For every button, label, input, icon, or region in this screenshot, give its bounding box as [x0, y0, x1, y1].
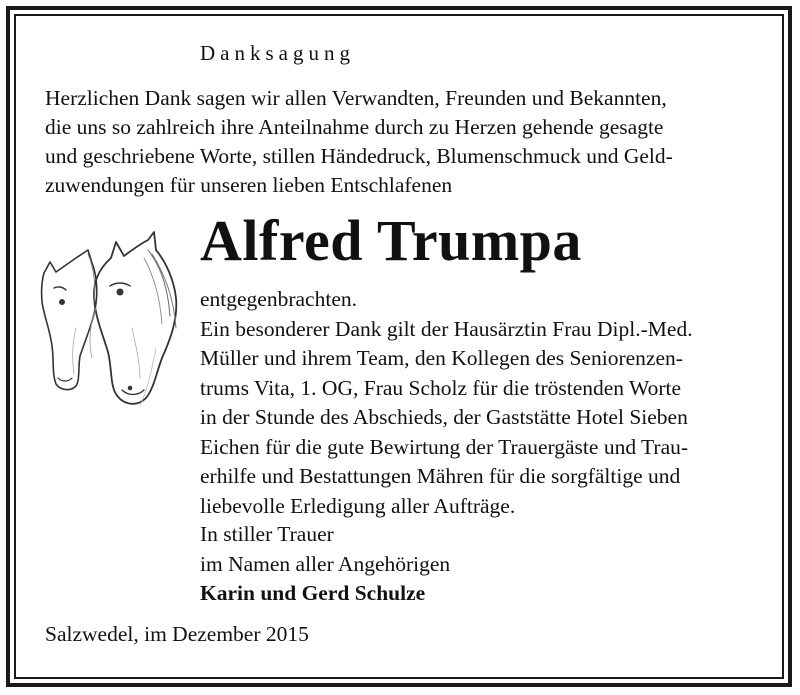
body-line: in der Stunde des Abschieds, der Gaststätte Hotel Sieben	[200, 405, 688, 429]
notice-heading: Danksagung	[200, 41, 355, 65]
body-line: entgegenbrachten.	[200, 287, 357, 311]
signatory-names: Karin und Gerd Schulze	[200, 581, 426, 605]
body-line: trums Vita, 1. OG, Frau Scholz für die tröstenden Worte	[200, 375, 682, 400]
intro-paragraph	[45, 84, 757, 200]
mourning-line: In stiller Trauer	[200, 522, 334, 546]
deceased-name: Alfred Trumpa	[200, 208, 582, 273]
body-line: erhilfe und Bestattungen Mähren für die sorgfältige und	[200, 464, 681, 488]
thanks-paragraph	[200, 285, 760, 521]
body-line: Müller und ihrem Team, den Kollegen des Seniorenzen-	[200, 346, 683, 370]
body-line: Ein besonderer Dank gilt der Hausärztin Frau Dipl.-Med.	[200, 316, 693, 341]
intro-line: und geschriebene Worte, stillen Händedruck, Blumenschmuck und Geld-	[45, 144, 673, 168]
signature-block	[200, 520, 450, 609]
horses-drawing-icon	[36, 228, 186, 413]
intro-line: zuwendungen für unseren lieben Entschlafenen	[45, 173, 453, 197]
intro-line: die uns so zahlreich ihre Anteilnahme durch zu Herzen gehende gesagte	[45, 115, 664, 139]
place-date: Salzwedel, im Dezember 2015	[45, 622, 309, 646]
relatives-line: im Namen aller Angehörigen	[200, 551, 451, 576]
intro-line: Herzlichen Dank sagen wir allen Verwandten, Freunden und Bekannten,	[45, 86, 667, 110]
body-line: Eichen für die gute Bewirtung der Trauergäste und Trau-	[200, 434, 689, 459]
body-line: liebevolle Erledigung aller Aufträge.	[200, 493, 516, 518]
